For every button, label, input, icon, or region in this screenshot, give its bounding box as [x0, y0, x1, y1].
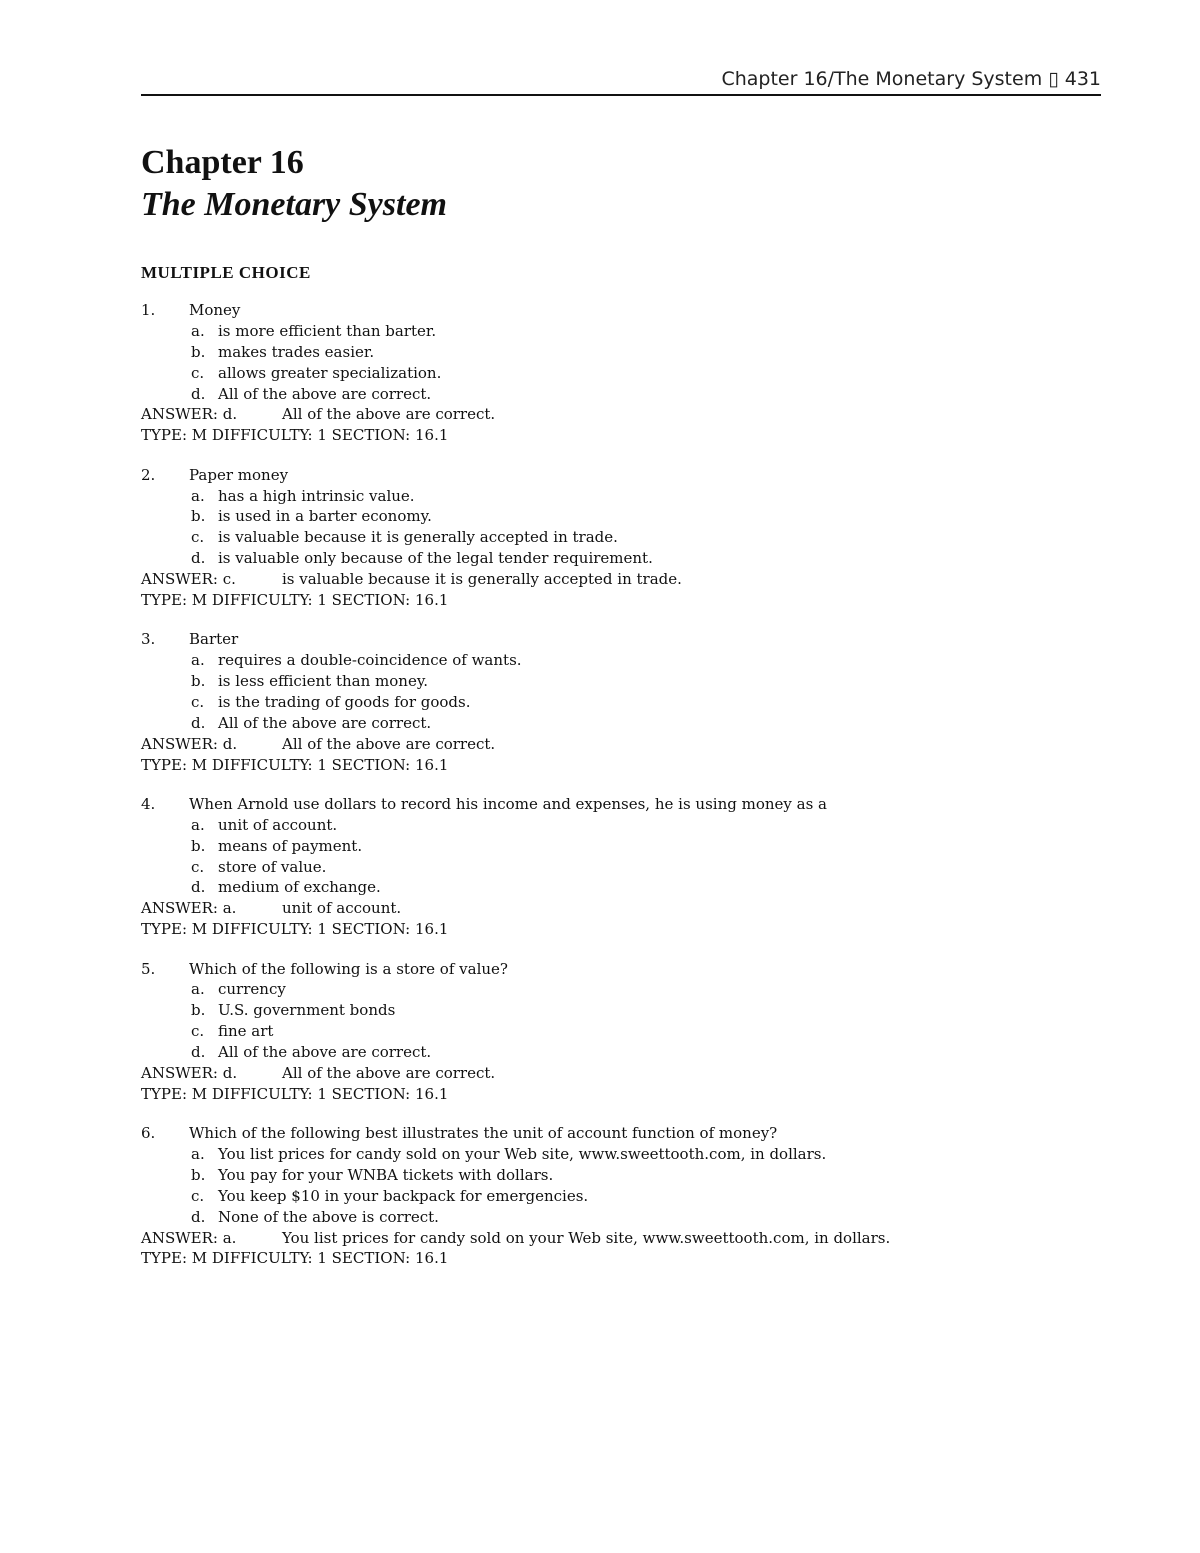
- option-letter: b.: [191, 1001, 206, 1020]
- option-letter: c.: [191, 857, 205, 876]
- option-a: [141, 1144, 1101, 1165]
- option-letter: c.: [191, 692, 205, 711]
- answer-label: ANSWER: a.: [141, 899, 237, 918]
- answer-text: unit of account.: [282, 899, 402, 918]
- option-letter: d.: [191, 1207, 206, 1226]
- option-a: [141, 650, 1101, 671]
- option-text: allows greater specialization.: [218, 363, 442, 382]
- option-c: [141, 857, 1101, 878]
- question-text: Which of the following best illustrates the unit of account function of money?: [189, 1124, 778, 1143]
- question-number: 1.: [141, 301, 156, 319]
- option-letter: b.: [191, 507, 206, 526]
- option-text: is the trading of goods for goods.: [218, 692, 471, 711]
- option-letter: d.: [191, 549, 206, 568]
- option-letter: b.: [191, 1165, 206, 1184]
- option-c: [141, 363, 1101, 384]
- question-5: [141, 959, 1101, 1105]
- option-a: [141, 979, 1101, 1000]
- running-head: Chapter 16/The Monetary System ▯ 431: [721, 68, 1101, 90]
- answer-line: [141, 404, 1101, 425]
- option-text: All of the above are correct.: [218, 713, 432, 732]
- option-c: [141, 1186, 1101, 1207]
- answer-text: All of the above are correct.: [282, 734, 496, 753]
- question-4: [141, 794, 1101, 940]
- option-text: You pay for your WNBA tickets with dollars.: [218, 1165, 554, 1184]
- answer-line: [141, 1228, 1101, 1249]
- option-d: [141, 384, 1101, 405]
- question-stem: [141, 465, 1101, 486]
- option-b: [141, 342, 1101, 363]
- header-rule: [141, 94, 1101, 96]
- option-text: requires a double-coincidence of wants.: [218, 651, 522, 670]
- option-text: All of the above are correct.: [218, 1043, 432, 1062]
- option-letter: c.: [191, 528, 205, 547]
- option-b: [141, 836, 1101, 857]
- meta-line: [141, 1248, 1101, 1269]
- question-meta: TYPE: M DIFFICULTY: 1 SECTION: 16.1: [141, 1249, 449, 1268]
- answer-label: ANSWER: d.: [141, 1063, 238, 1082]
- option-text: is more efficient than barter.: [218, 321, 437, 340]
- meta-line: [141, 1084, 1101, 1105]
- question-3: [141, 629, 1101, 775]
- meta-line: [141, 425, 1101, 446]
- chapter-title: The Monetary System: [141, 186, 447, 223]
- option-letter: d.: [191, 878, 206, 897]
- option-text: is valuable only because of the legal tender requirement.: [218, 549, 653, 568]
- option-text: medium of exchange.: [218, 878, 381, 897]
- question-meta: TYPE: M DIFFICULTY: 1 SECTION: 16.1: [141, 920, 449, 939]
- option-b: [141, 506, 1101, 527]
- option-text: U.S. government bonds: [218, 1001, 396, 1020]
- answer-label: ANSWER: d.: [141, 405, 238, 424]
- option-d: [141, 877, 1101, 898]
- option-text: You keep $10 in your backpack for emergencies.: [218, 1186, 589, 1205]
- option-letter: a.: [191, 1145, 205, 1164]
- option-letter: a.: [191, 980, 205, 999]
- question-text: Which of the following is a store of value?: [189, 959, 508, 978]
- option-letter: b.: [191, 672, 206, 691]
- question-meta: TYPE: M DIFFICULTY: 1 SECTION: 16.1: [141, 426, 449, 445]
- answer-text: All of the above are correct.: [282, 405, 496, 424]
- question-6: [141, 1123, 1101, 1269]
- option-letter: d.: [191, 1043, 206, 1062]
- chapter-number: Chapter 16: [141, 144, 304, 181]
- question-stem: [141, 794, 1101, 815]
- meta-line: [141, 590, 1101, 611]
- option-d: [141, 713, 1101, 734]
- option-text: makes trades easier.: [218, 342, 375, 361]
- question-text: Money: [189, 301, 241, 319]
- option-a: [141, 321, 1101, 342]
- option-letter: d.: [191, 384, 206, 403]
- option-letter: a.: [191, 486, 205, 505]
- question-meta: TYPE: M DIFFICULTY: 1 SECTION: 16.1: [141, 1084, 449, 1103]
- question-stem: [141, 1123, 1101, 1144]
- option-letter: a.: [191, 651, 205, 670]
- option-d: [141, 1042, 1101, 1063]
- answer-line: [141, 734, 1101, 755]
- option-a: [141, 486, 1101, 507]
- option-c: [141, 527, 1101, 548]
- answer-text: You list prices for candy sold on your Web site, www.sweettooth.com, in dollars.: [282, 1228, 891, 1247]
- option-text: unit of account.: [218, 815, 338, 834]
- answer-label: ANSWER: c.: [141, 570, 236, 589]
- question-text: Paper money: [189, 465, 289, 484]
- option-d: [141, 548, 1101, 569]
- option-text: is less efficient than money.: [218, 672, 429, 691]
- option-letter: c.: [191, 1186, 205, 1205]
- question-text: Barter: [189, 630, 239, 649]
- section-heading: MULTIPLE CHOICE: [141, 263, 311, 282]
- option-letter: b.: [191, 836, 206, 855]
- option-letter: d.: [191, 713, 206, 732]
- option-b: [141, 1000, 1101, 1021]
- answer-text: is valuable because it is generally accepted in trade.: [282, 570, 682, 589]
- option-text: has a high intrinsic value.: [218, 486, 415, 505]
- answer-line: [141, 898, 1101, 919]
- option-b: [141, 671, 1101, 692]
- question-1: [141, 300, 1101, 446]
- question-stem: [141, 629, 1101, 650]
- option-b: [141, 1165, 1101, 1186]
- option-c: [141, 1021, 1101, 1042]
- answer-line: [141, 569, 1101, 590]
- question-number: 5.: [141, 959, 156, 978]
- option-letter: a.: [191, 815, 205, 834]
- option-text: means of payment.: [218, 836, 363, 855]
- meta-line: [141, 755, 1101, 776]
- option-text: is valuable because it is generally accepted in trade.: [218, 528, 618, 547]
- option-a: [141, 815, 1101, 836]
- question-stem: [141, 300, 1101, 321]
- question-number: 2.: [141, 465, 156, 484]
- meta-line: [141, 919, 1101, 940]
- answer-text: All of the above are correct.: [282, 1063, 496, 1082]
- answer-label: ANSWER: a.: [141, 1228, 237, 1247]
- option-text: fine art: [218, 1022, 274, 1041]
- option-text: None of the above is correct.: [218, 1207, 439, 1226]
- question-list: [141, 300, 1101, 1288]
- question-number: 4.: [141, 794, 156, 813]
- option-d: [141, 1207, 1101, 1228]
- option-letter: c.: [191, 1022, 205, 1041]
- option-text: currency: [218, 980, 286, 999]
- option-letter: b.: [191, 342, 206, 361]
- question-stem: [141, 959, 1101, 980]
- option-letter: a.: [191, 321, 205, 340]
- option-text: You list prices for candy sold on your Web site, www.sweettooth.com, in dollars.: [218, 1145, 827, 1164]
- question-number: 3.: [141, 630, 156, 649]
- question-meta: TYPE: M DIFFICULTY: 1 SECTION: 16.1: [141, 755, 449, 774]
- option-text: store of value.: [218, 857, 327, 876]
- option-letter: c.: [191, 363, 205, 382]
- option-text: is used in a barter economy.: [218, 507, 432, 526]
- question-text: When Arnold use dollars to record his income and expenses, he is using money as a: [189, 794, 827, 813]
- question-2: [141, 465, 1101, 611]
- answer-label: ANSWER: d.: [141, 734, 238, 753]
- option-text: All of the above are correct.: [218, 384, 432, 403]
- option-c: [141, 692, 1101, 713]
- question-number: 6.: [141, 1124, 156, 1143]
- question-meta: TYPE: M DIFFICULTY: 1 SECTION: 16.1: [141, 590, 449, 609]
- answer-line: [141, 1063, 1101, 1084]
